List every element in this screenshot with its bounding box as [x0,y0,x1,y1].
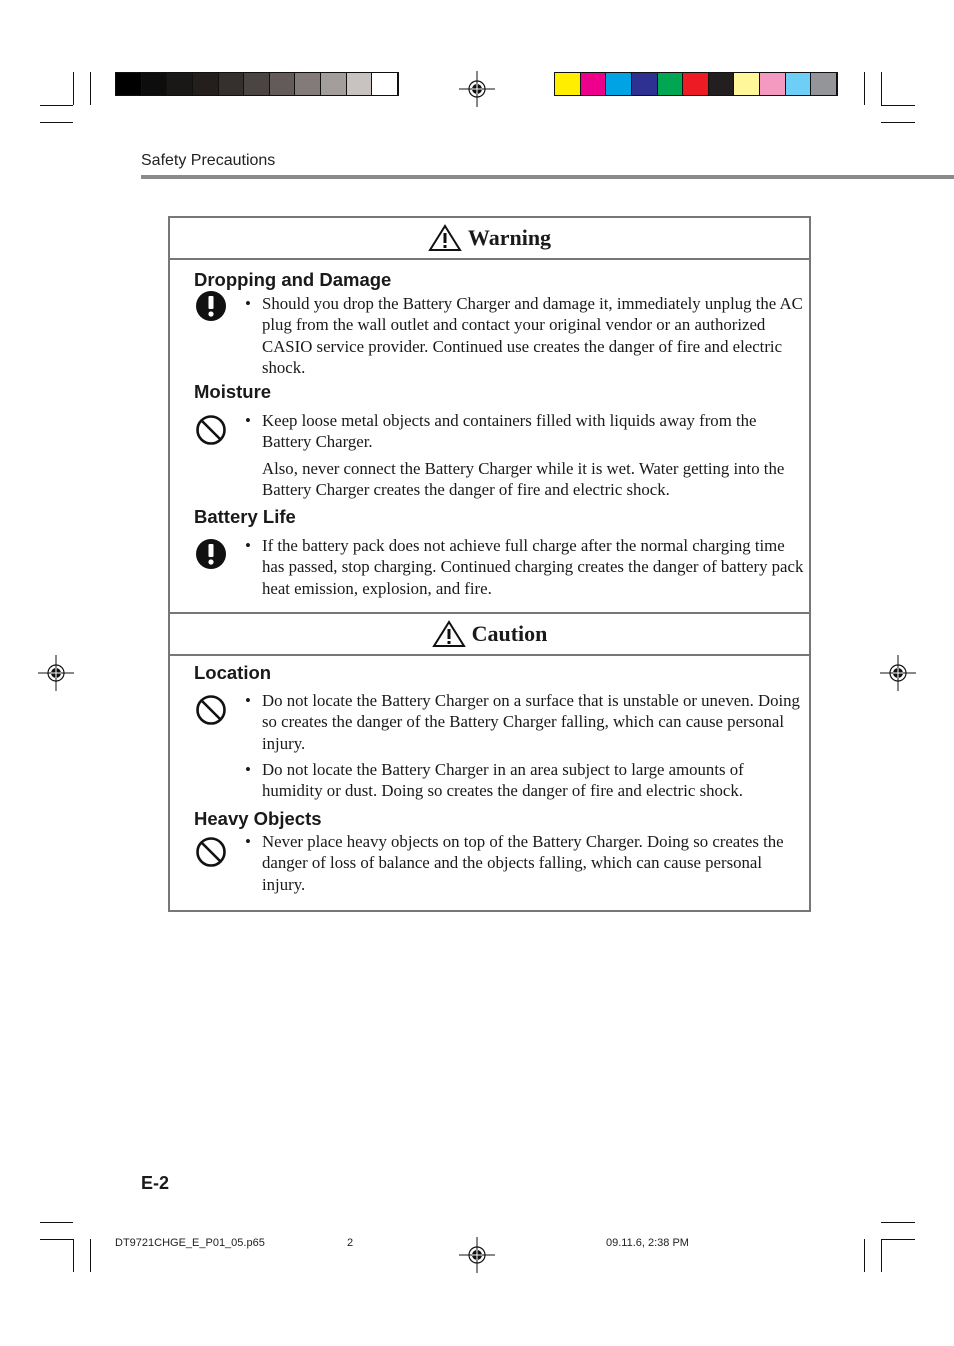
bullet-dot: • [245,691,251,710]
prohibition-icon [195,694,227,726]
header-rule [141,175,954,179]
bullet-dot: • [245,411,251,430]
process-color-swatch [606,73,632,95]
warning-triangle-icon [428,224,462,252]
caution-title: Caution [471,621,548,646]
process-color-swatch [709,73,735,95]
gray-swatch [244,73,270,95]
gray-swatch [167,73,193,95]
page-number: E-2 [141,1173,170,1193]
process-color-swatch [658,73,684,95]
footer-timestamp: 09.11.6, 2:38 PM [606,1237,689,1249]
list-item: Do not locate the Battery Charger on a surface that is unstable or uneven. Doing so creates the danger of the Battery Charger falling, which can cause personal injury. [262,691,800,753]
gray-swatch [372,73,398,95]
gray-swatch [347,73,373,95]
section-heading: Heavy Objects [194,808,322,829]
footer-filename: DT9721CHGE_E_P01_05.p65 [115,1237,265,1249]
running-header: Safety Precautions [141,152,276,169]
section-heading: Location [194,662,272,683]
list-item: Do not locate the Battery Charger in an area subject to large amounts of humidity or dust. Doing so creates the danger of fire and electric shock. [262,760,744,801]
gray-swatch [142,73,168,95]
process-color-swatch [555,73,581,95]
grayscale-color-bar [115,72,399,96]
list-item-continuation: Also, never connect the Battery Charger while it is wet. Water getting into the Battery Charger creates the danger of fire and electric shock. [262,459,785,500]
gray-swatch [193,73,219,95]
warning-triangle-icon [432,620,466,648]
registration-mark-icon [459,1237,495,1273]
section-heading: Battery Life [194,506,296,527]
mandatory-action-icon [195,538,227,570]
process-color-swatch [811,73,837,95]
footer-sheet-number: 2 [347,1237,354,1249]
process-color-swatch [683,73,709,95]
process-color-swatch [581,73,607,95]
process-color-swatch [734,73,760,95]
registration-mark-icon [38,655,74,691]
process-color-swatch [760,73,786,95]
gray-swatch [321,73,347,95]
warning-box [168,216,811,614]
caution-title-bar [170,614,809,656]
bullet-dot: • [245,832,251,851]
list-item: Should you drop the Battery Charger and damage it, immediately unplug the AC plug from the wall outlet and contact your original vendor or an authorized CASIO service provider. Continued use creates the danger of fire and electric shock. [262,294,803,377]
list-item: Never place heavy objects on top of the Battery Charger. Doing so creates the danger of loss of balance and the objects falling, which can cause personal injury. [262,832,784,894]
warning-title: Warning [467,225,552,250]
process-color-bar [554,72,838,96]
process-color-swatch [632,73,658,95]
bullet-dot: • [245,760,251,779]
list-item: Keep loose metal objects and containers filled with liquids away from the Battery Charger. [262,411,757,452]
gray-swatch [116,73,142,95]
gray-swatch [295,73,321,95]
process-color-swatch [786,73,812,95]
section-heading: Moisture [194,381,272,402]
prohibition-icon [195,414,227,446]
mandatory-action-icon [195,290,227,322]
registration-mark-icon [880,655,916,691]
prohibition-icon [195,836,227,868]
bullet-dot: • [245,536,251,555]
list-item: If the battery pack does not achieve full charge after the normal charging time has passed, stop charging. Continued charging creates the danger of battery pack heat emission, explosion, and fire. [262,536,804,598]
warning-title-bar [170,218,809,260]
section-heading: Dropping and Damage [194,269,392,290]
gray-swatch [270,73,296,95]
gray-swatch [219,73,245,95]
caution-box [168,612,811,912]
registration-mark-icon [459,71,495,107]
bullet-dot: • [245,294,251,313]
